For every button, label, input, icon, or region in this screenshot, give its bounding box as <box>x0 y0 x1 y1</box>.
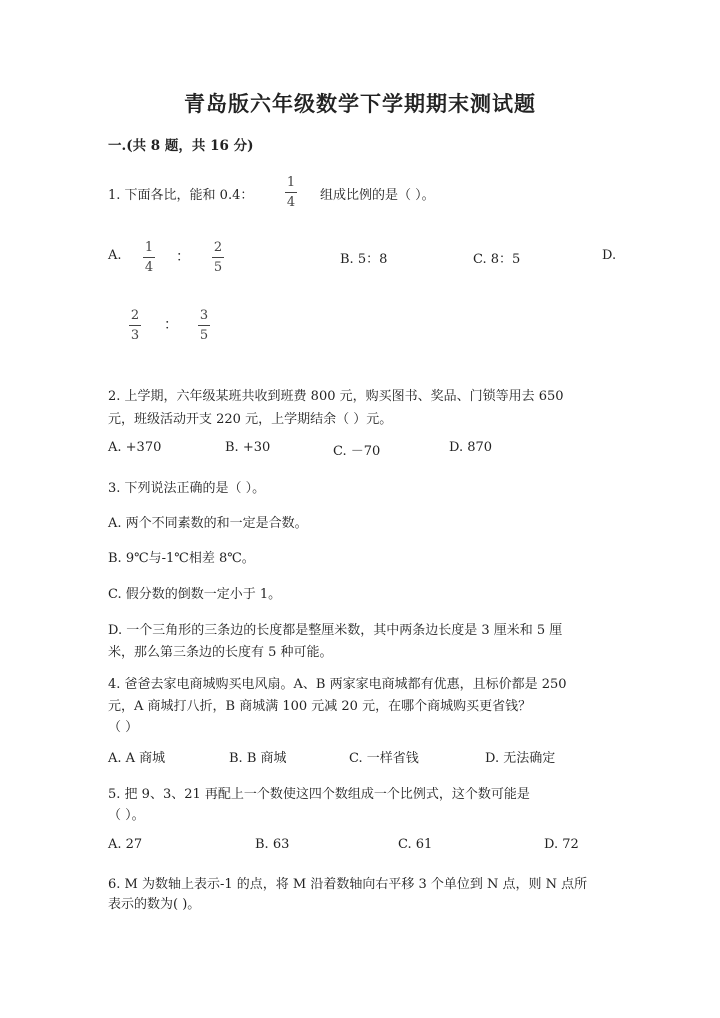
q4-option-d: D. 无法确定 <box>485 751 556 766</box>
q4-stem-line-2: 元，A 商城打八折，B 商城满 100 元减 20 元，在哪个商城购买更省钱？ <box>108 699 532 714</box>
q5-option-b: B. 63 <box>255 837 290 852</box>
q5-stem-line-1: 5. 把 9、3、21 再配上一个数使这四个数组成一个比例式，这个数可能是 <box>108 787 530 802</box>
q1-option-d-separator: ： <box>164 317 178 333</box>
q1-stem-prefix: 1. 下面各比，能和 0.4： <box>108 188 254 203</box>
q4-stem-line-3: （ ） <box>108 720 139 735</box>
q5-stem-line-2: （ ）。 <box>108 808 145 823</box>
page-title: 青岛版六年级数学下学期期末测试题 <box>184 91 536 116</box>
q2-option-c: C. －70 <box>333 444 381 459</box>
q1-option-d-fraction-2 <box>198 308 210 343</box>
fraction-denominator: 3 <box>130 328 140 343</box>
section-heading: 一.(共 8 题，共 16 分) <box>108 138 254 154</box>
fraction-bar <box>198 325 210 326</box>
q2-stem-line-1: 2. 上学期，六年级某班共收到班费 800 元，购买图书、奖品、门锁等用去 650 <box>108 389 564 404</box>
q3-option-a: A. 两个不同素数的和一定是合数。 <box>108 516 308 531</box>
q5-option-c: C. 61 <box>398 837 433 852</box>
fraction-numerator: 2 <box>130 308 140 323</box>
q3-option-d-line-1: D. 一个三角形的三条边的长度都是整厘米数，其中两条边长度是 3 厘米和 5 厘 <box>108 623 563 638</box>
q2-stem-line-2: 元，班级活动开支 220 元，上学期结余（ ）元。 <box>108 412 393 427</box>
fraction-numerator: 3 <box>199 308 209 323</box>
fraction-numerator: 1 <box>286 175 296 190</box>
q4-option-c: C. 一样省钱 <box>349 751 419 766</box>
q3-stem: 3. 下列说法正确的是（ ）。 <box>108 481 266 496</box>
q1-option-a-label: A. <box>108 248 122 263</box>
q5-option-d: D. 72 <box>544 837 579 852</box>
q2-option-b: B. +30 <box>225 440 271 455</box>
fraction-numerator: 1 <box>144 240 154 255</box>
fraction-bar <box>143 257 155 258</box>
fraction-denominator: 4 <box>286 195 296 210</box>
fraction-bar <box>129 325 141 326</box>
q2-option-d: D. 870 <box>449 440 493 455</box>
q3-option-c: C. 假分数的倒数一定小于 1。 <box>108 587 282 602</box>
q2-option-a: A. +370 <box>108 440 162 455</box>
q4-option-b: B. B 商城 <box>229 751 287 766</box>
q1-option-a-fraction-1 <box>143 240 155 275</box>
q3-option-d-line-2: 米，那么第三条边的长度有 5 种可能。 <box>108 645 333 660</box>
fraction-bar <box>212 257 224 258</box>
q5-option-a: A. 27 <box>108 837 143 852</box>
q4-option-a: A. A 商城 <box>108 751 166 766</box>
fraction-denominator: 5 <box>199 328 209 343</box>
q1-option-c: C. 8：5 <box>473 252 521 267</box>
q1-option-a-fraction-2 <box>212 240 224 275</box>
fraction-denominator: 4 <box>144 260 154 275</box>
q6-stem-line-1: 6. M 为数轴上表示-1 的点，将 M 沿着数轴向右平移 3 个单位到 N 点，则 N 点所 <box>108 877 588 892</box>
q1-stem-fraction <box>285 175 297 210</box>
q6-stem-line-2: 表示的数为( )。 <box>108 897 201 912</box>
q3-option-b: B. 9℃与-1℃相差 8℃。 <box>108 551 255 566</box>
q1-option-d-label: D. <box>602 248 617 263</box>
fraction-numerator: 2 <box>213 240 223 255</box>
q1-option-a-separator: ： <box>176 249 190 265</box>
fraction-bar <box>285 192 297 193</box>
fraction-denominator: 5 <box>213 260 223 275</box>
q1-option-d-fraction-1 <box>129 308 141 343</box>
q4-stem-line-1: 4. 爸爸去家电商城购买电风扇。A、B 两家家电商城都有优惠，且标价都是 250 <box>108 677 567 692</box>
q1-stem-suffix: 组成比例的是（ ）。 <box>320 188 435 203</box>
q1-option-b: B. 5：8 <box>340 252 388 267</box>
